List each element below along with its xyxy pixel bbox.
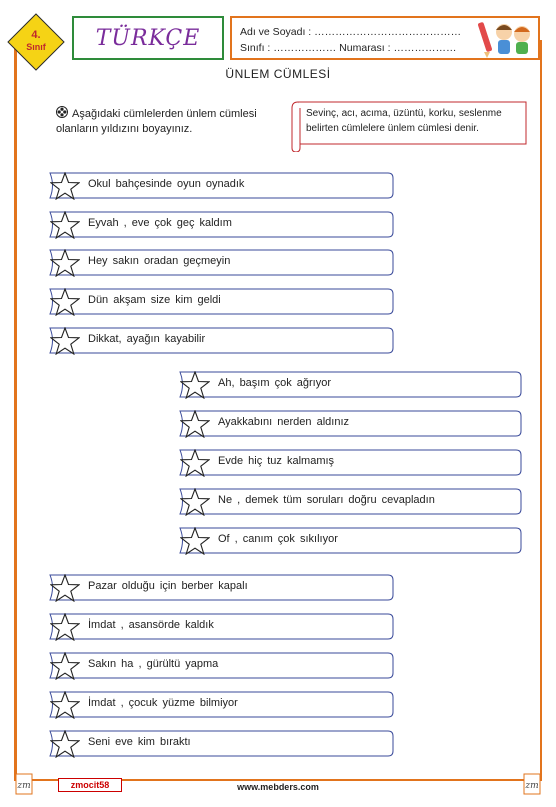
sentence-row bbox=[46, 574, 394, 600]
footer-url[interactable]: www.mebders.com bbox=[237, 782, 319, 792]
grade-word: Sınıf bbox=[26, 42, 46, 52]
page-frame-right bbox=[540, 40, 542, 780]
grade-number: 4. bbox=[31, 29, 41, 41]
sentence-row bbox=[46, 691, 394, 717]
sentence-row bbox=[46, 249, 394, 275]
subject-title: TÜRKÇE bbox=[95, 25, 201, 51]
sentence-text: Dikkat, ayağın kayabilir bbox=[88, 333, 206, 345]
sentence-text: Dün akşam size kim geldi bbox=[88, 294, 221, 306]
sentence-row bbox=[176, 488, 522, 514]
definition-text: Sevinç, acı, acıma, üzüntü, korku, seslenme belirten cümlelere ünlem cümlesi denir. bbox=[306, 108, 502, 134]
sentence-row bbox=[46, 613, 394, 639]
sentence-row bbox=[176, 371, 522, 397]
sentence-text: Evde hiç tuz kalmamış bbox=[218, 455, 335, 467]
grade-badge-shape bbox=[6, 12, 66, 72]
sentence-text: İmdat , çocuk yüzme bilmiyor bbox=[88, 697, 238, 709]
definition-note bbox=[290, 100, 530, 152]
sentence-row bbox=[176, 410, 522, 436]
instruction-text: Aşağıdaki cümlelerden ünlem cümlesi olanların yıldızını boyayınız. bbox=[56, 108, 257, 135]
kids-illustration bbox=[478, 18, 536, 58]
worksheet-title: ÜNLEM CÜMLESİ bbox=[225, 67, 331, 81]
sentence-text: Of , canım çok sıkılıyor bbox=[218, 533, 338, 545]
sentence-row bbox=[46, 327, 394, 353]
grade-badge bbox=[6, 12, 66, 72]
sentence-row bbox=[176, 527, 522, 553]
sentence-row bbox=[176, 449, 522, 475]
sentence-row bbox=[46, 172, 394, 198]
star-icon[interactable] bbox=[180, 527, 210, 555]
star-icon[interactable] bbox=[50, 652, 80, 680]
sentence-row bbox=[46, 288, 394, 314]
sentence-text: Okul bahçesinde oyun oynadık bbox=[88, 178, 245, 190]
sentence-row bbox=[46, 211, 394, 237]
sentence-text: Sakın ha , gürültü yapma bbox=[88, 658, 219, 670]
star-icon[interactable] bbox=[50, 613, 80, 641]
sentence-text: İmdat , asansörde kaldık bbox=[88, 619, 214, 631]
sentence-text: Ne , demek tüm soruları doğru cevapladın bbox=[218, 494, 435, 506]
name-line[interactable]: Adı ve Soyadı : …………………………………… bbox=[240, 26, 462, 38]
sentence-text: Seni eve kim bıraktı bbox=[88, 736, 191, 748]
star-icon[interactable] bbox=[50, 288, 80, 316]
star-icon[interactable] bbox=[50, 249, 80, 277]
sentence-text: Eyvah , eve çok geç kaldım bbox=[88, 217, 232, 229]
star-icon[interactable] bbox=[180, 449, 210, 477]
sentence-text: Hey sakın oradan geçmeyin bbox=[88, 255, 231, 267]
sentence-text: Pazar olduğu için berber kapalı bbox=[88, 580, 248, 592]
star-icon[interactable] bbox=[50, 327, 80, 355]
sentence-text: Ayakkabını nerden aldınız bbox=[218, 416, 349, 428]
star-icon[interactable] bbox=[50, 730, 80, 758]
zm-mark-right-text: zm bbox=[525, 781, 539, 791]
footer-badge: zmocit58 bbox=[58, 778, 122, 792]
subject-box bbox=[72, 16, 224, 60]
star-icon[interactable] bbox=[50, 211, 80, 239]
page-frame-left bbox=[14, 40, 17, 780]
sentence-text: Ah, başım çok ağrıyor bbox=[218, 377, 331, 389]
star-icon[interactable] bbox=[50, 574, 80, 602]
star-icon[interactable] bbox=[50, 172, 80, 200]
zm-mark-left-text: zm bbox=[17, 781, 31, 791]
sentence-row bbox=[46, 730, 394, 756]
star-icon[interactable] bbox=[180, 488, 210, 516]
star-icon[interactable] bbox=[180, 410, 210, 438]
star-icon[interactable] bbox=[180, 371, 210, 399]
sentence-row bbox=[46, 652, 394, 678]
star-icon[interactable] bbox=[50, 691, 80, 719]
class-number-line[interactable]: Sınıfı : ……………… Numarası : ……………… bbox=[240, 42, 457, 54]
